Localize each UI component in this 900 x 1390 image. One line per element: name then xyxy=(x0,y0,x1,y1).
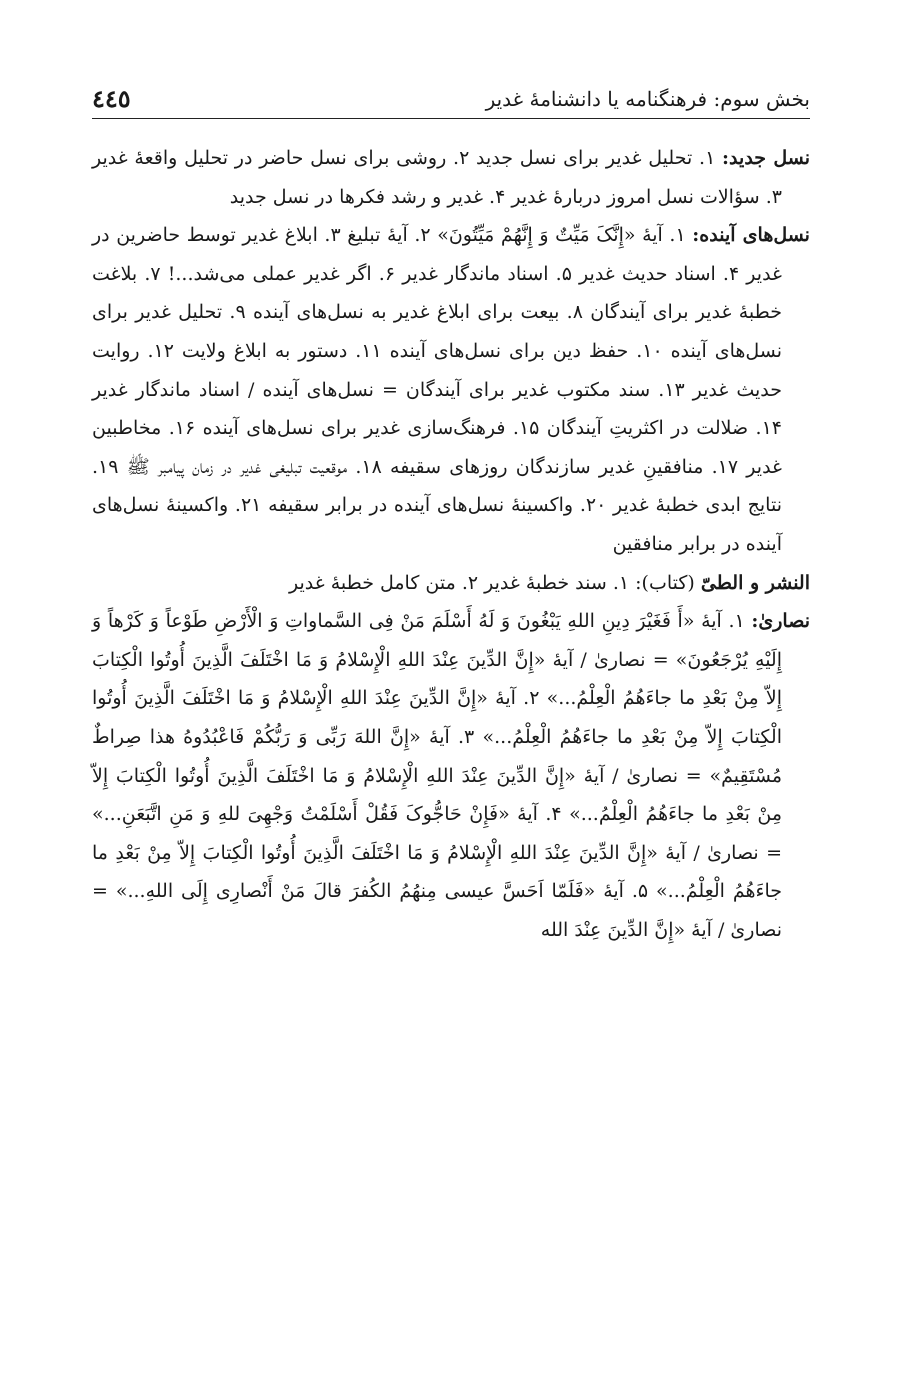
entry-refs: ۱. آیهٔ «أَ فَغَیْرَ دِینِ اللهِ یَبْغُونَ وَ لَهُ أَسْلَمَ مَنْ فِی السَّماواتِ وَ الْأَرْضِ طَوْعاً وَ کَرْهاً وَ إِلَیْهِ یُرْجَعُونَ» = نصاریٰ / آیهٔ «إِنَّ الدِّینَ عِنْدَ اللهِ الْإِسْلامُ وَ مَا اخْتَلَفَ الَّذِینَ أُوتُوا الْکِتابَ إِلاّ مِنْ بَعْدِ ما جاءَهُمُ الْعِلْمُ...» ۲. آیهٔ «إِنَّ الدِّینَ عِنْدَ اللهِ الْإِسْلامُ وَ مَا اخْتَلَفَ الَّذِینَ أُوتُوا الْکِتابَ إِلاّ مِنْ بَعْدِ ما جاءَهُمُ الْعِلْمُ...» ۳. آیهٔ «إِنَّ اللهَ رَبِّی وَ رَبُّکُمْ فَاعْبُدُوهُ هذا صِراطٌ مُسْتَقِیمٌ» = نصاریٰ / آیهٔ «إِنَّ الدِّینَ عِنْدَ اللهِ الْإِسْلامُ وَ مَا اخْتَلَفَ الَّذِینَ أُوتُوا الْکِتابَ إِلاّ مِنْ بَعْدِ ما جاءَهُمُ الْعِلْمُ...» ۴. آیهٔ «فَإِنْ حَاجُّوکَ فَقُلْ أَسْلَمْتُ وَجْهِیَ للهِ وَ مَنِ اتَّبَعَنِ...» = نصاریٰ / آیهٔ «إِنَّ الدِّینَ عِنْدَ اللهِ الْإِسْلامُ وَ مَا اخْتَلَفَ الَّذِینَ أُوتُوا الْکِتابَ إِلاّ مِنْ بَعْدِ ما جاءَهُمُ الْعِلْمُ...» ۵. آیهٔ «فَلَمّا اَحَسَّ عیسی مِنهُمُ الکُفرَ قالَ مَنْ أَنْصارِی إِلَی اللهِ...» = نصاریٰ / آیهٔ «إِنَّ الدِّینَ عِنْدَ الله xyxy=(92,610,782,941)
document-page xyxy=(92,62,810,1362)
page-number: ٤٤٥ xyxy=(92,84,131,113)
running-title: بخش سوم: فرهنگنامه یا دانشنامهٔ غدیر xyxy=(485,87,810,111)
entry-refs: (کتاب): ۱. سند خطبهٔ غدیر ۲. متن کامل خطبهٔ غدیر xyxy=(288,571,701,594)
entry-term: نصاریٰ: xyxy=(751,610,810,633)
index-entry-nasl-jadid xyxy=(92,139,810,216)
entry-refs: ۱. آیهٔ «إِنَّکَ مَیِّتٌ وَ إِنَّهُمْ مَیِّتُونَ» ۲. آیهٔ تبلیغ ۳. ابلاغ غدیر توسط حاضرین در غدیر ۴. اسناد حدیث غدیر ۵. اسناد ماندگار غدیر ۶. اگر غدیر عملی می‌شد...! ۷. بلاغت خطبهٔ غدیر برای آیندگان ۸. بیعت برای ابلاغ غدیر به نسل‌های آینده ۹. تحلیل غدیر برای نسل‌های آینده ۱۰. حفظ دین برای نسل‌های آینده ۱۱. دستور به ابلاغ ولایت ۱۲. روایت حدیث غدیر ۱۳. سند مکتوب غدیر برای آیندگان = نسل‌های آینده / اسناد ماندگار غدیر ۱۴. ضلالت در اکثریتِ آیندگان ۱۵. فرهنگ‌سازی غدیر برای نسل‌های آینده ۱۶. مخاطبین غدیر ۱۷. منافقینِ غدیر سازندگان روزهای سقیفه ۱۸. موقعیت تبلیغی غدیر در زمان پیامبر ﷺ ۱۹. نتایج ابدی خطبهٔ غدیر ۲۰. واکسینهٔ نسل‌های آینده در برابر سقیفه ۲۱. واکسینهٔ نسل‌های آینده در برابر منافقین xyxy=(92,224,783,555)
running-header xyxy=(92,62,810,119)
index-entry-al-nashr-wal-tayy xyxy=(92,564,810,603)
index-entry-nasara xyxy=(92,602,810,949)
index-entry-naslhaye-ayande xyxy=(92,216,810,563)
entry-term: النشر و الطیّ xyxy=(700,571,810,594)
entry-refs: ۱. تحلیل غدیر برای نسل جدید ۲. روشی برای نسل حاضر در تحلیل واقعهٔ غدیر ۳. سؤالات نسل امروز دربارهٔ غدیر ۴. غدیر و رشد فکرها در نسل جدید xyxy=(92,147,782,208)
entry-term: نسل جدید: xyxy=(722,147,810,169)
entry-term: نسل‌های آینده: xyxy=(692,224,810,247)
index-entries xyxy=(92,139,810,949)
